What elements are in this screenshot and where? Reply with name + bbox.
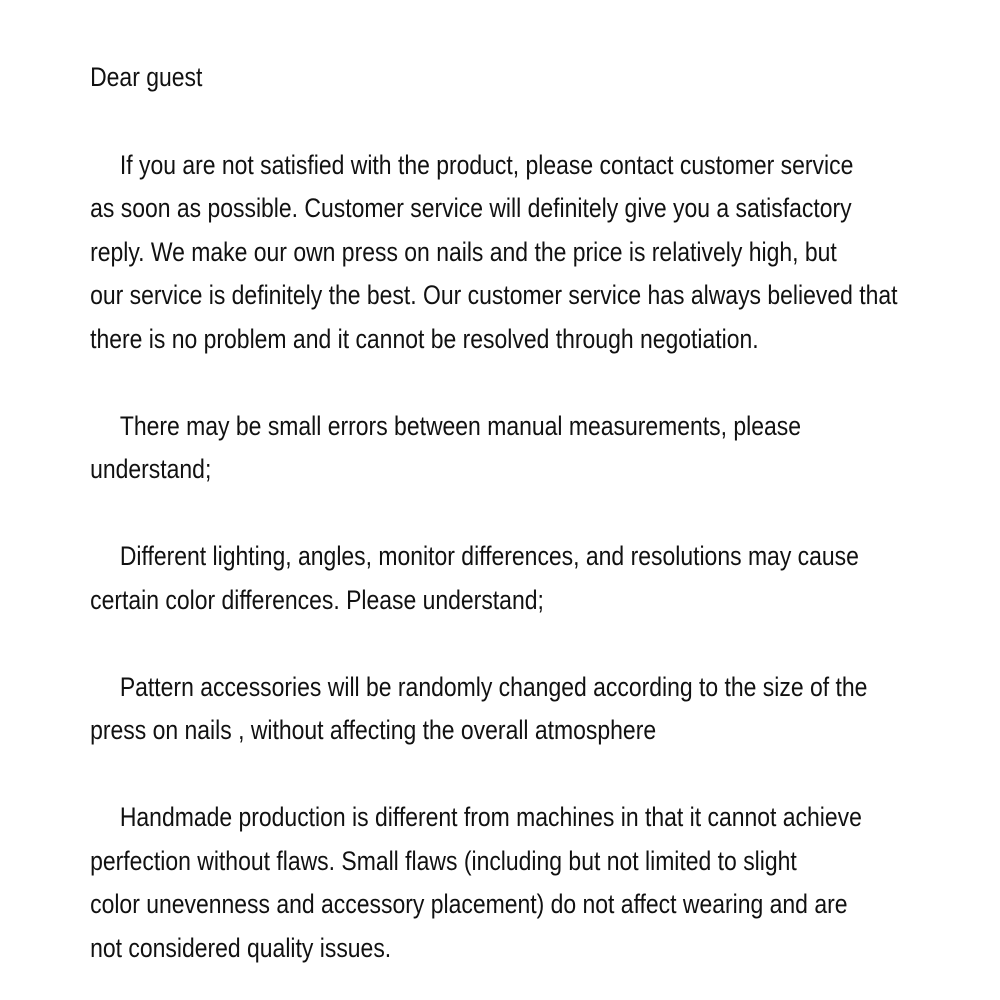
paragraph-color [90, 535, 1000, 622]
text-line: Different lighting, angles, monitor differences, and resolutions may cause [119, 541, 859, 571]
text-line: our service is definitely the best. Our customer service has always believed that [90, 280, 898, 310]
paragraph-pattern [90, 666, 1000, 753]
text-line: There may be small errors between manual measurements, please [119, 410, 802, 441]
text-line: understand; [90, 454, 212, 484]
text-line: reply. We make our own press on nails and the price is relatively high, but [90, 236, 837, 267]
text-line: press on nails , without affecting the overall atmosphere [90, 715, 657, 745]
text-line: color unevenness and accessory placement) do not affect wearing and are [90, 889, 848, 919]
text-line: certain color differences. Please understand; [90, 584, 544, 615]
paragraph-measurement [90, 405, 1000, 492]
text-line: perfection without flaws. Small flaws (including but not limited to slight [90, 845, 797, 876]
document-content [0, 56, 1000, 1000]
paragraph-service [90, 144, 1000, 362]
text-line: Handmade production is different from machines in that it cannot achieve [119, 802, 862, 832]
text-line: there is no problem and it cannot be resolved through negotiation. [90, 323, 759, 354]
text-line: not considered quality issues. [90, 932, 392, 963]
text-line: If you are not satisfied with the product, please contact customer service [119, 149, 854, 180]
paragraph-handmade [90, 796, 1000, 970]
greeting-text: Dear guest [90, 62, 203, 92]
text-line: Pattern accessories will be randomly changed according to the size of the [119, 671, 868, 702]
text-line: as soon as possible. Customer service will definitely give you a satisfactory [90, 193, 852, 223]
